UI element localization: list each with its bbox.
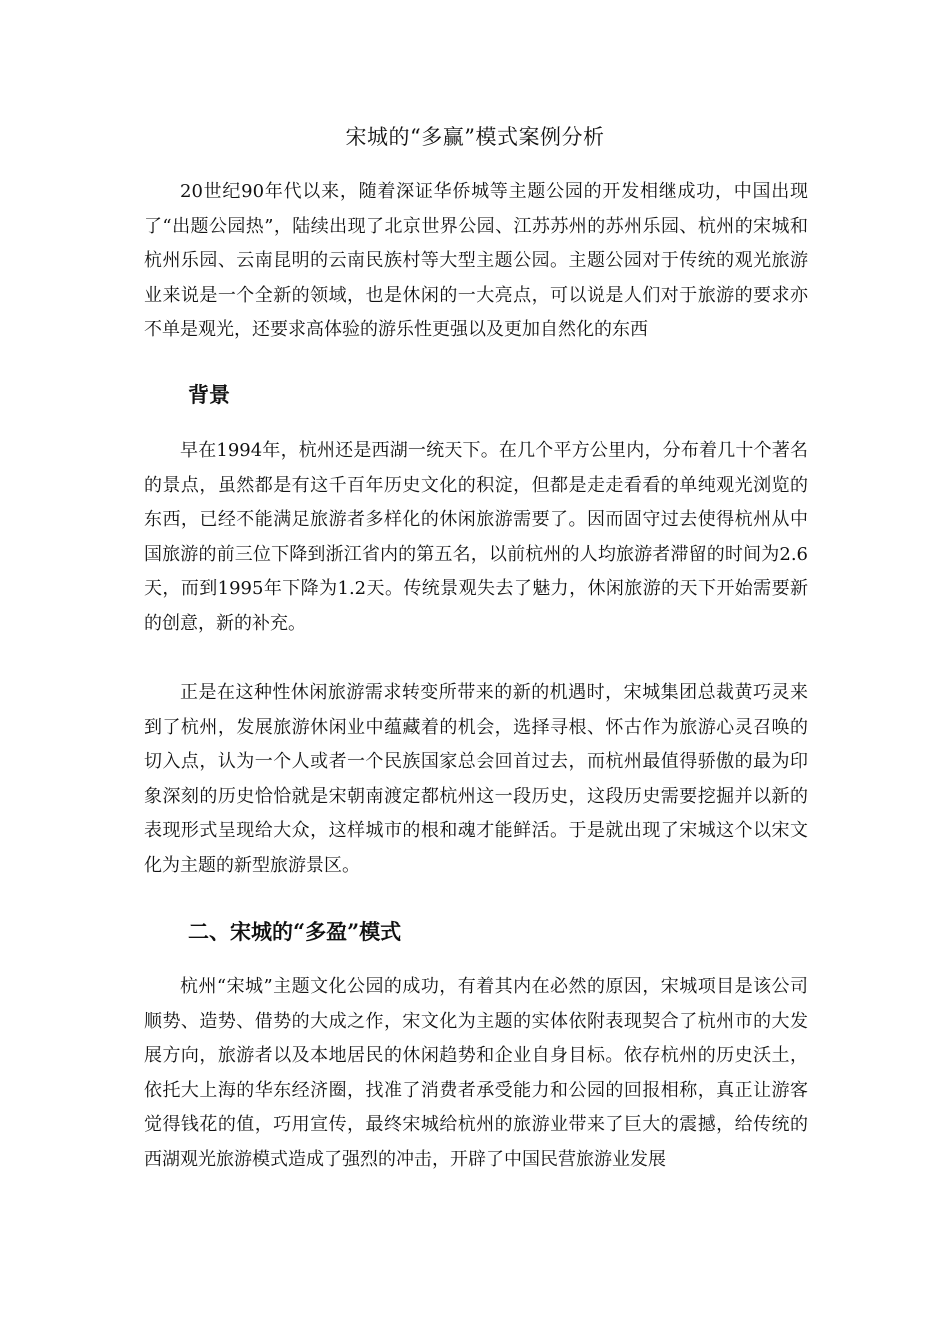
intro-paragraph: 20世纪90年代以来，随着深证华侨城等主题公园的开发相继成功，中国出现了“出题公园热”，陆续出现了北京世界公园、江苏苏州的苏州乐园、杭州的宋城和杭州乐园、云南昆明的云南民族村等大型主题公园。主题公园对于传统的观光旅游业来说是一个全新的领域，也是休闲的一大亮点，可以说是人们对于旅游的要求亦不单是观光，还要求高体验的游乐性更强以及更加自然化的东西 (144, 181, 808, 340)
section-heading-model: 二、宋城的“多盈”模式 (188, 919, 402, 944)
model-paragraph-1: 杭州“宋城”主题文化公园的成功，有着其内在必然的原因，宋城项目是该公司顺势、造势、借势的大成之作，宋文化为主题的实体依附表现契合了杭州市的大发展方向，旅游者以及本地居民的休闲趋势和企业自身目标。依存杭州的历史沃土，依托大上海的华东经济圈，找准了消费者承受能力和公园的回报相称，真正让游客觉得钱花的值，巧用宣传，最终宋城给杭州的旅游业带来了巨大的震撼，给传统的西湖观光旅游模式造成了强烈的冲击，开辟了中国民营旅游业发展 (144, 976, 808, 1170)
section-heading-background: 背景 (188, 382, 230, 407)
document-title: 宋城的“多赢”模式案例分析 (345, 125, 605, 149)
background-paragraph-2: 正是在这种性休闲旅游需求转变所带来的新的机遇时，宋城集团总裁黄巧灵来到了杭州，发展旅游休闲业中蕴藏着的机会，选择寻根、怀古作为旅游心灵召唤的切入点，认为一个人或者一个民族国家总会回首过去，而杭州最值得骄傲的最为印象深刻的历史恰恰就是宋朝南渡定都杭州这一段历史，这段历史需要挖掘并以新的表现形式呈现给大众，这样城市的根和魂才能鲜活。于是就出现了宋城这个以宋文化为主题的新型旅游景区。 (144, 682, 808, 876)
background-paragraph-1: 早在1994年，杭州还是西湖一统天下。在几个平方公里内，分布着几十个著名的景点，虽然都是有这千百年历史文化的积淀，但都是走走看看的单纯观光浏览的东西，已经不能满足旅游者多样化的休闲旅游需要了。因而固守过去使得杭州从中国旅游的前三位下降到浙江省内的第五名，以前杭州的人均旅游者滞留的时间为2.6天，而到1995年下降为1.2天。传统景观失去了魅力，休闲旅游的天下开始需要新的创意，新的补充。 (144, 440, 808, 634)
